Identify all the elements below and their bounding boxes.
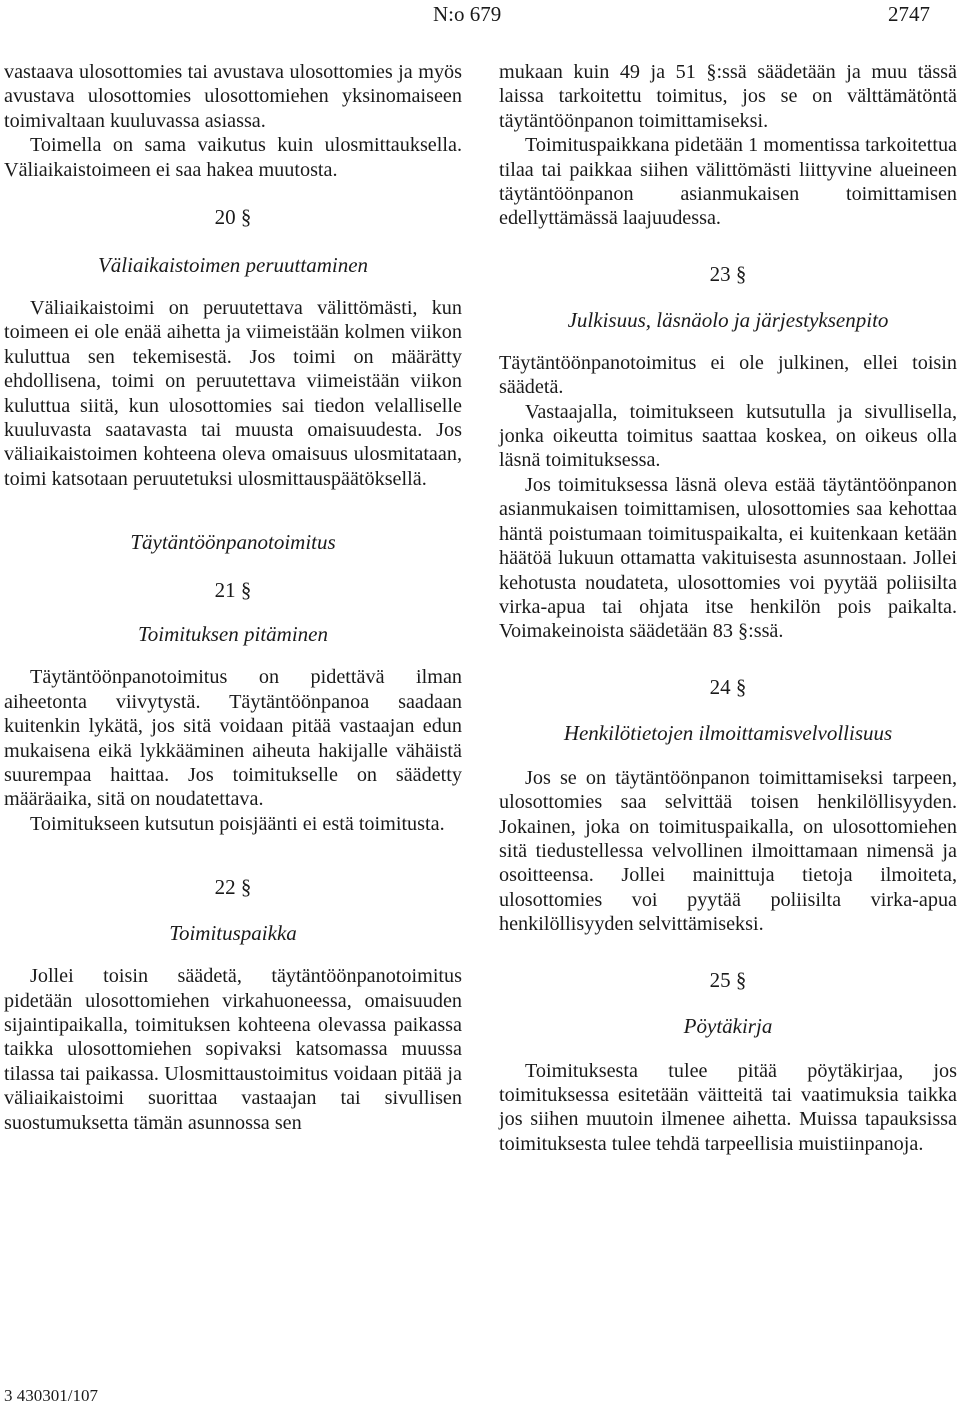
paragraph: Toimella on sama vaikutus kuin ulosmittauksella. Väliaikaistoimeen ei saa hakea muutosta. — [4, 134, 462, 181]
chapter-title: Täytäntöönpanotoimitus — [130, 530, 336, 555]
section-number: 24 § — [709, 674, 747, 699]
paragraph: Jos se on täytäntöönpanon toimittamiseksi tarpeen, ulosottomies saa selvittää toisen henkilöllisyyden. Jokainen, joka on toimituspaikalla, on ulosottomiehen sitä tiedustellessa velvollinen ilmoittamaan nimensä ja osoitteensa. Jollei mainittuja tietoja ilmoiteta, ulosottomies voi pyytää poliisilta virka-apua henkilöllisyyden selvittämiseksi. — [499, 766, 957, 936]
paragraph: Vastaajalla, toimitukseen kutsutulla ja sivullisella, jonka oikeutta toimitus saattaa koskea, on oikeus olla läsnä toimituksessa. — [499, 400, 957, 472]
paragraph: mukaan kuin 49 ja 51 §:ssä säädetään ja muu tässä laissa tarkoitettu toimitus, jos se on välttämätöntä täytäntöönpanon toimittamiseksi. — [499, 61, 957, 132]
paragraph: Toimitukseen kutsutun poisjäänti ei estä toimitusta. — [30, 812, 445, 835]
section-number: 21 § — [214, 578, 252, 603]
section-number: 20 § — [214, 205, 252, 230]
issue-number: N:o 679 — [433, 2, 502, 26]
left-column — [4, 60, 462, 1135]
print-code: 3 430301/107 — [4, 1386, 98, 1405]
paragraph: Väliaikaistoimi on peruutettava välittömästi, kun toimeen ei ole enää aihetta ja viimeistään kolmen viikon kuluttua sen tekemisestä. Jos toimi on määrätty ehdollisena, toimi on peruutettava viimeistään viikon kuluttua siitä, kun ulosottomies sai tiedon velalliselle kuuluvasta saatavasta tai muusta omaisuudesta. Jos väliaikaistoimen kohteena oleva omaisuus ulosmitataan, toimi katsotaan peruutetuksi ulosmittauspäätöksellä. — [4, 297, 462, 490]
section-number: 23 § — [709, 261, 747, 286]
paragraph: vastaava ulosottomies tai avustava ulosottomies ja myös avustava ulosottomies ulosottomiehen yksinomaiseen toimivaltaan kuuluvassa asiassa. — [4, 61, 462, 132]
section-title: Pöytäkirja — [683, 1013, 773, 1038]
paragraph: Jollei toisin säädetä, täytäntöönpanotoimitus pidetään ulosottomiehen virkahuoneessa, omaisuuden sijaintipaikalla, toimituksen kohteena olevassa paikassa taikka ulosottomiehen sopivaksi katsomassa muussa tilassa tai paikassa. Ulosmittaustoimitus voidaan pitää ja väliaikaistoimi suorittaa vastaajan tai sivullisen suostumuksetta tämän asunnossa sen — [4, 965, 462, 1134]
page-number: 2747 — [888, 2, 930, 26]
paragraph: Jos toimituksessa läsnä oleva estää täytäntöönpanon asianmukaisen toimittamisen, ulosottomies saa kehottaa häntä poistumaan toimituspaikalta, ei kuitenkaan ketään häätöä lukuun ottamatta vakituisesta asunnostaan. Jollei kehotusta noudateta, ulosottomies voi pyytää poliisilta virka-apua tai ohjata itse henkilön pois paikalta. Voimakeinoista säädetään 83 §:ssä. — [499, 473, 957, 643]
section-number: 25 § — [709, 967, 747, 992]
section-title: Henkilötietojen ilmoittamisvelvollisuus — [563, 720, 893, 745]
paragraph: Toimituksesta tulee pitää pöytäkirjaa, jos toimituksessa esitetään väitteitä tai vaatimuksia taikka jos siihen muutoin ilmenee aihetta. Muissa tapauksissa toimituksesta tulee tehdä tarpeellisia muistiinpanoja. — [499, 1059, 957, 1155]
section-title: Julkisuus, läsnäolo ja järjestyksenpito — [567, 307, 889, 332]
section-title: Toimituksen pitäminen — [138, 622, 328, 647]
section-number: 22 § — [214, 875, 252, 900]
section-title: Väliaikaistoimen peruuttaminen — [97, 253, 369, 278]
paragraph: Täytäntöönpanotoimitus ei ole julkinen, ellei toisin säädetä. — [499, 351, 957, 399]
right-column — [499, 60, 957, 1156]
section-title: Toimituspaikka — [169, 921, 297, 946]
paragraph: Toimituspaikkana pidetään 1 momentissa tarkoitettua tilaa tai paikkaa siihen välittömästi liittyvine alueineen täytäntöönpanon asianmukaisen toimittamisen edellyttämässä laajuudessa. — [499, 134, 957, 230]
paragraph: Täytäntöönpanotoimitus on pidettävä ilman aiheetonta viivytystä. Täytäntöönpanoa saadaan kuitenkin lykätä, jos sitä voidaan pitää vastaajan edun mukaisena eikä lykkääminen aiheuta hakijalle vähäistä suurempaa haittaa. Jos toimitukselle on säädetty määräaika, sitä on noudatettava. — [4, 666, 462, 811]
